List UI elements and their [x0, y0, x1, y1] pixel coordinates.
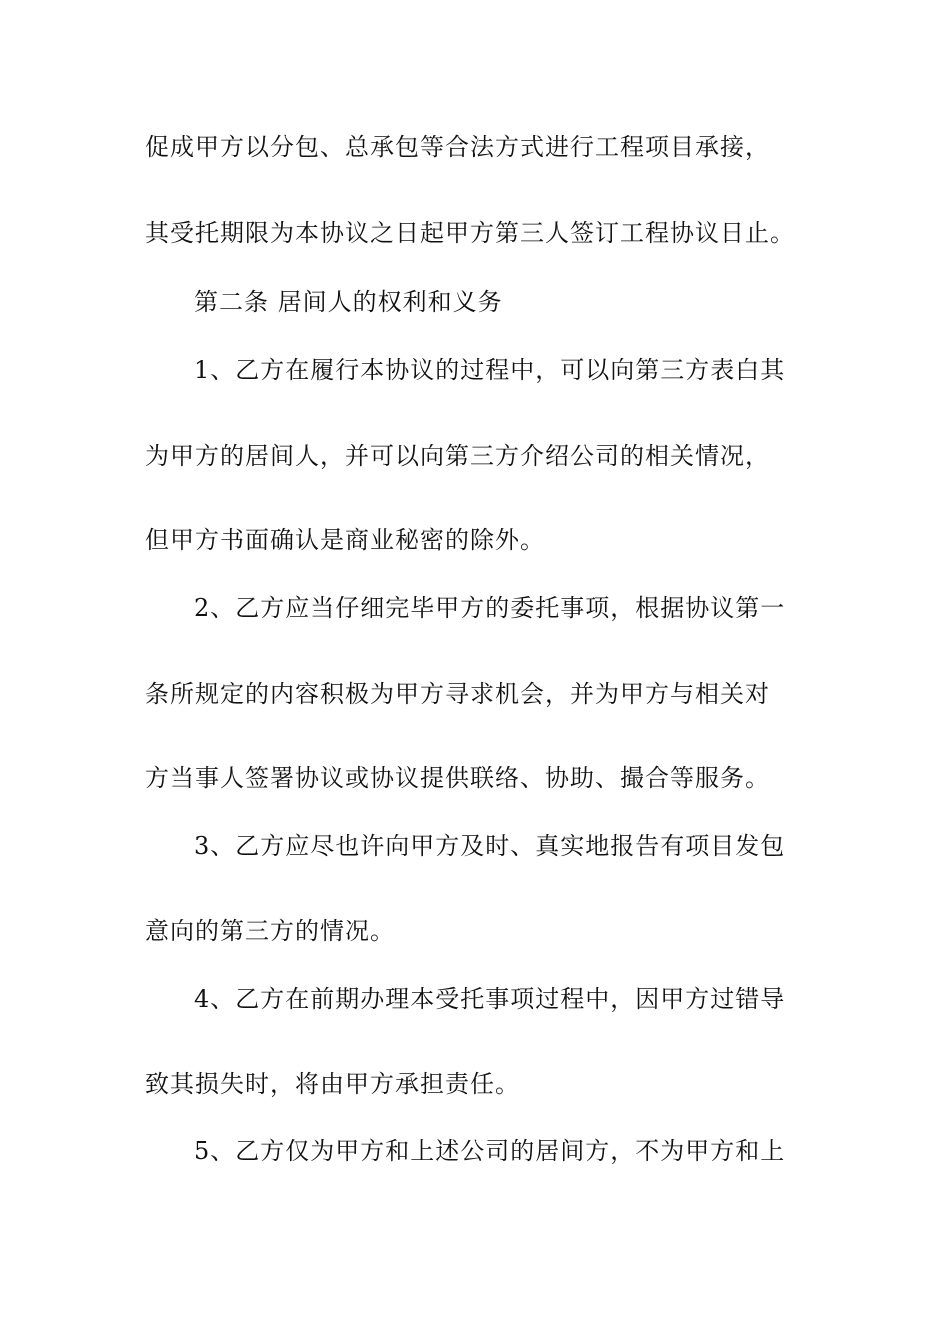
paragraph-line: 致其损失时，将由甲方承担责任。 — [145, 1070, 520, 1098]
clause-3-line: 3、乙方应尽也许向甲方及时、真实地报告有项目发包 — [194, 832, 786, 860]
clause-2-line: 2、乙方应当仔细完毕甲方的委托事项，根据协议第一 — [194, 594, 786, 622]
paragraph-line: 条所规定的内容积极为甲方寻求机会，并为甲方与相关对 — [145, 680, 770, 708]
paragraph-line: 但甲方书面确认是商业秘密的除外。 — [145, 526, 545, 554]
section-heading: 第二条 居间人的权利和义务 — [194, 288, 503, 316]
paragraph-line: 方当事人签署协议或协议提供联络、协助、撮合等服务。 — [145, 764, 770, 792]
paragraph-line: 其受托期限为本协议之日起甲方第三人签订工程协议日止。 — [145, 219, 795, 247]
paragraph-line: 意向的第三方的情况。 — [145, 917, 395, 945]
clause-1-line: 1、乙方在履行本协议的过程中，可以向第三方表白其 — [194, 356, 786, 384]
paragraph-line: 为甲方的居间人，并可以向第三方介绍公司的相关情况， — [145, 442, 770, 470]
clause-4-line: 4、乙方在前期办理本受托事项过程中，因甲方过错导 — [194, 985, 786, 1013]
paragraph-line: 促成甲方以分包、总承包等合法方式进行工程项目承接， — [145, 133, 770, 161]
clause-5-line: 5、乙方仅为甲方和上述公司的居间方，不为甲方和上 — [194, 1137, 786, 1165]
